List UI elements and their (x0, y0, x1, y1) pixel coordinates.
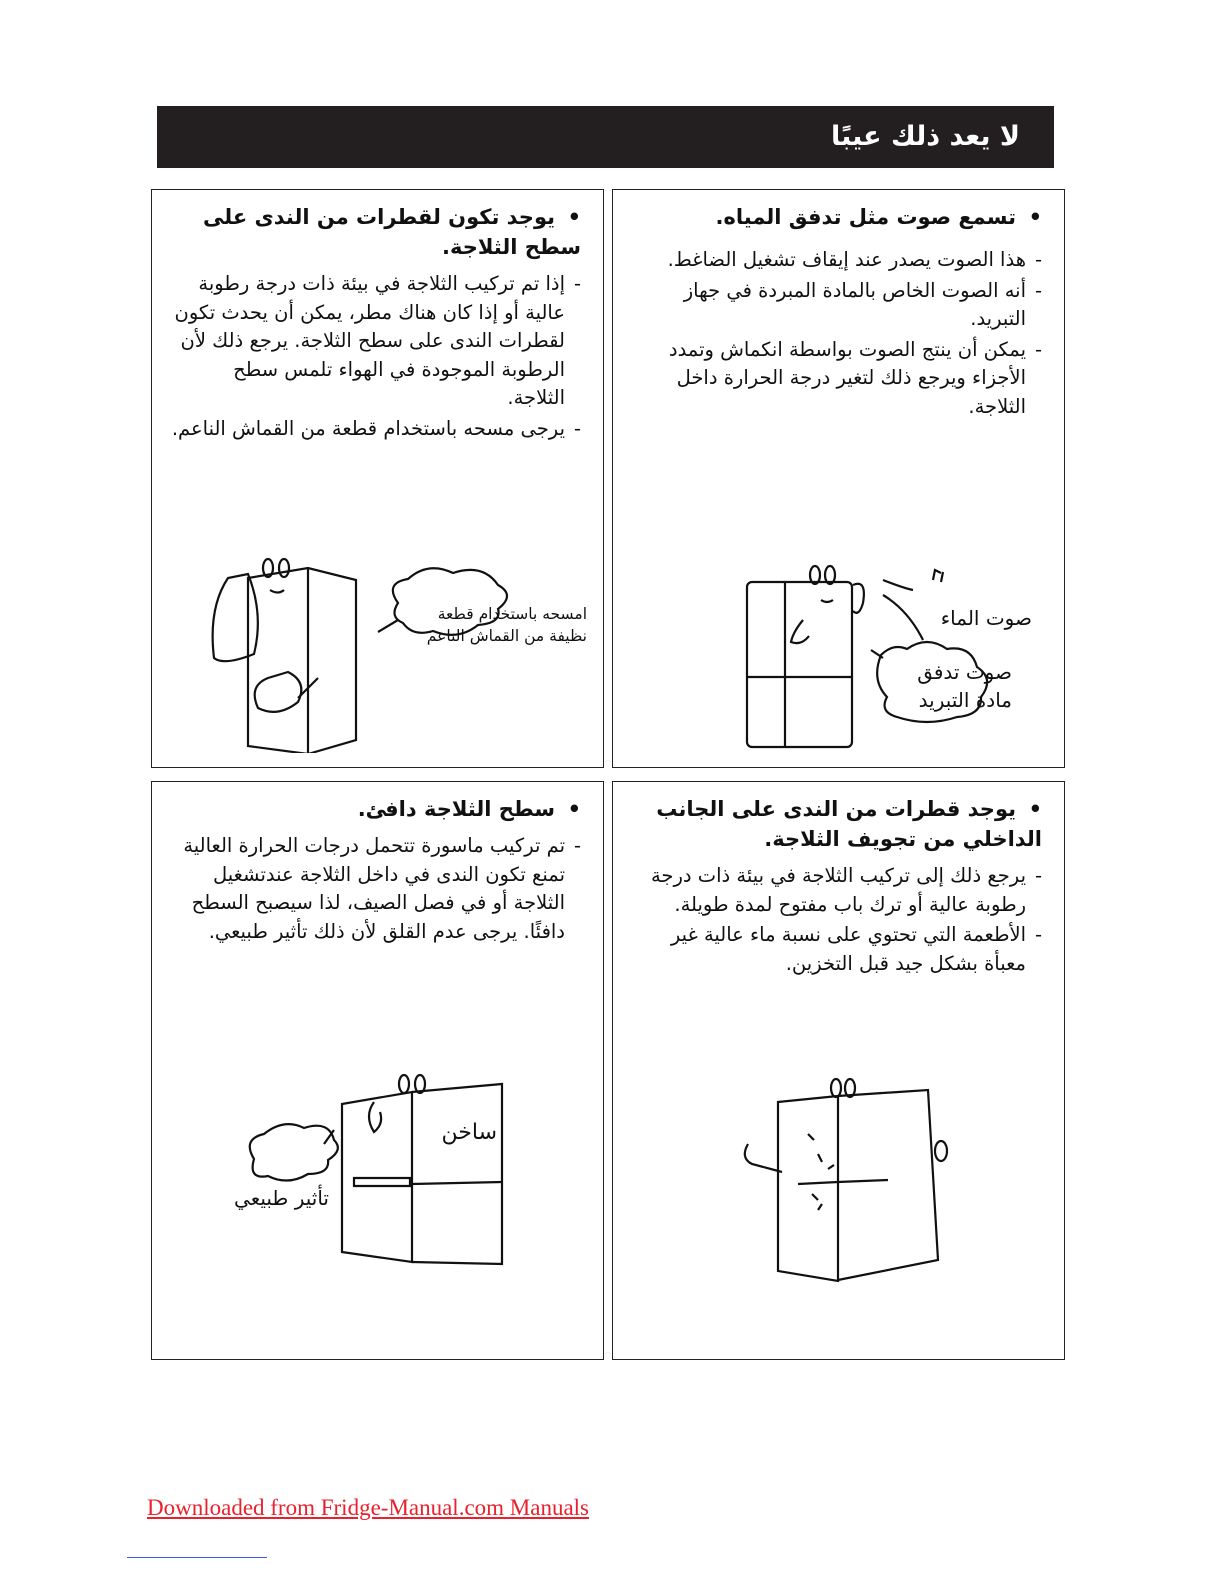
bullet-icon: • (1028, 205, 1042, 229)
wipe-bubble-caption-line: امسحه باستخدام قطعة (437, 605, 587, 623)
eye-icon (831, 1079, 841, 1097)
panel-items (171, 832, 581, 948)
panel-title-text: يوجد قطرات من الندى على الجانب الداخلي من تجويف الثلاجة. (656, 797, 1042, 851)
handle-icon (935, 1141, 947, 1161)
list-item-text: أنه الصوت الخاص بالمادة المبردة في جهاز التبريد. (683, 278, 1026, 330)
refrigerant-caption-line: صوت تدفق (917, 660, 1012, 684)
speech-bubble (250, 1124, 338, 1180)
refrigerant-caption-line: مادة التبريد (918, 688, 1012, 712)
panel-title (632, 794, 1042, 854)
hand-icon (745, 1144, 782, 1172)
dash-marker: - (573, 272, 581, 295)
fridge-warm-illustration (214, 1074, 514, 1279)
dash-marker: - (573, 834, 581, 857)
hot-caption: ساخن (441, 1120, 497, 1145)
fridge-door (412, 1084, 502, 1264)
panel-title-text: سطح الثلاجة دافئ. (357, 797, 555, 821)
bullet-icon: • (567, 205, 581, 229)
list-item-text: تم تركيب ماسورة تتحمل درجات الحرارة العالية تمنع تكون الندى في داخل الثلاجة عندتشغيل الثلاجة أو في فصل الصيف، لذا سيصبح السطح دافئًا. يرجى عدم القلق لأن ذلك تأثير طبيعي. (183, 834, 565, 943)
natural-effect-caption: تأثير طبيعي (234, 1186, 329, 1210)
list-item-text: يرجى مسحه باستخدام قطعة من القماش الناعم. (171, 416, 565, 440)
dash-marker: - (1034, 923, 1042, 946)
hand-icon (791, 620, 809, 643)
bullet-icon: • (567, 797, 581, 821)
list-item (171, 415, 581, 444)
list-item-text: يرجع ذلك إلى تركيب الثلاجة في بيئة ذات درجة رطوبة عالية أو ترك باب مفتوح لمدة طويلة. (650, 864, 1026, 916)
panel-title-text: تسمع صوت مثل تدفق المياه. (715, 205, 1016, 229)
list-item-text: يمكن أن ينتج الصوت بواسطة انكماش وتمدد الأجزاء ويرجع ذلك لتغير درجة الحرارة داخل الثلاجة. (668, 337, 1026, 418)
wipe-bubble-caption (427, 603, 587, 647)
section-title: لا يعد ذلك عيبًا (830, 121, 1020, 152)
hand-icon (255, 672, 302, 712)
music-note-icon (933, 570, 943, 582)
list-item (171, 832, 581, 946)
dash-marker: - (1034, 337, 1042, 361)
panel-water-flow-sound (612, 189, 1065, 768)
panel-items (632, 246, 1042, 423)
panel-dew-inside-cavity (612, 781, 1065, 1360)
cloth-icon (213, 574, 258, 661)
wipe-bubble-caption-line: نظيفة من القماش الناعم (426, 627, 587, 645)
bullet-icon: • (1028, 797, 1042, 821)
list-item-text: إذا تم تركيب الثلاجة في بيئة ذات درجة رطوبة عالية أو إذا كان هناك مطر، يمكن أن يحدث تكون لقطرات الندى على سطح الثلاجة. يرجع ذلك لأن الرطوبة الموجودة في الهواء تلمس سطح الثلاجة. (174, 272, 565, 409)
list-item (632, 277, 1042, 334)
panel-items (171, 270, 581, 445)
panel-title (171, 202, 581, 262)
footer-download-link[interactable]: Downloaded from Fridge-Manual.com Manuals (147, 1495, 590, 1520)
list-item (632, 862, 1042, 919)
fridge-wiping-illustration (198, 548, 518, 753)
panel-title (171, 794, 581, 824)
fridge-door (838, 1090, 938, 1280)
eye-icon (279, 559, 289, 577)
dash-marker: - (1034, 864, 1042, 887)
section-header (157, 106, 1054, 168)
list-item (171, 270, 581, 413)
list-item (632, 246, 1042, 275)
list-item-text: هذا الصوت يصدر عند إيقاف تشغيل الضاغط. (667, 248, 1026, 271)
panel-dew-on-surface (151, 189, 604, 768)
list-item (632, 921, 1042, 978)
panel-title (632, 202, 1042, 232)
hand-at-ear-icon (853, 584, 864, 613)
panel-title-text: يوجد تكون لقطرات من الندى على سطح الثلاجة. (203, 205, 581, 259)
hand-icon (369, 1102, 381, 1132)
fridge-body (747, 582, 852, 747)
panel-items (632, 862, 1042, 980)
water-sound-caption: صوت الماء (940, 606, 1032, 630)
fridge-body (778, 1096, 838, 1281)
fridge-open-door-illustration (738, 1074, 963, 1284)
fridge-body (248, 568, 356, 753)
dash-marker: - (1034, 278, 1042, 302)
list-item-text: الأطعمة التي تحتوي على نسبة ماء عالية غير معبأة بشكل جيد قبل التخزين. (670, 923, 1026, 975)
eye-icon (399, 1075, 409, 1093)
footer-divider (127, 1557, 267, 1558)
dash-marker: - (573, 416, 581, 440)
refrigerant-caption (917, 658, 1012, 714)
panel-warm-surface (151, 781, 604, 1360)
dash-marker: - (1034, 248, 1042, 271)
heat-pipe (354, 1178, 410, 1186)
list-item (632, 336, 1042, 422)
